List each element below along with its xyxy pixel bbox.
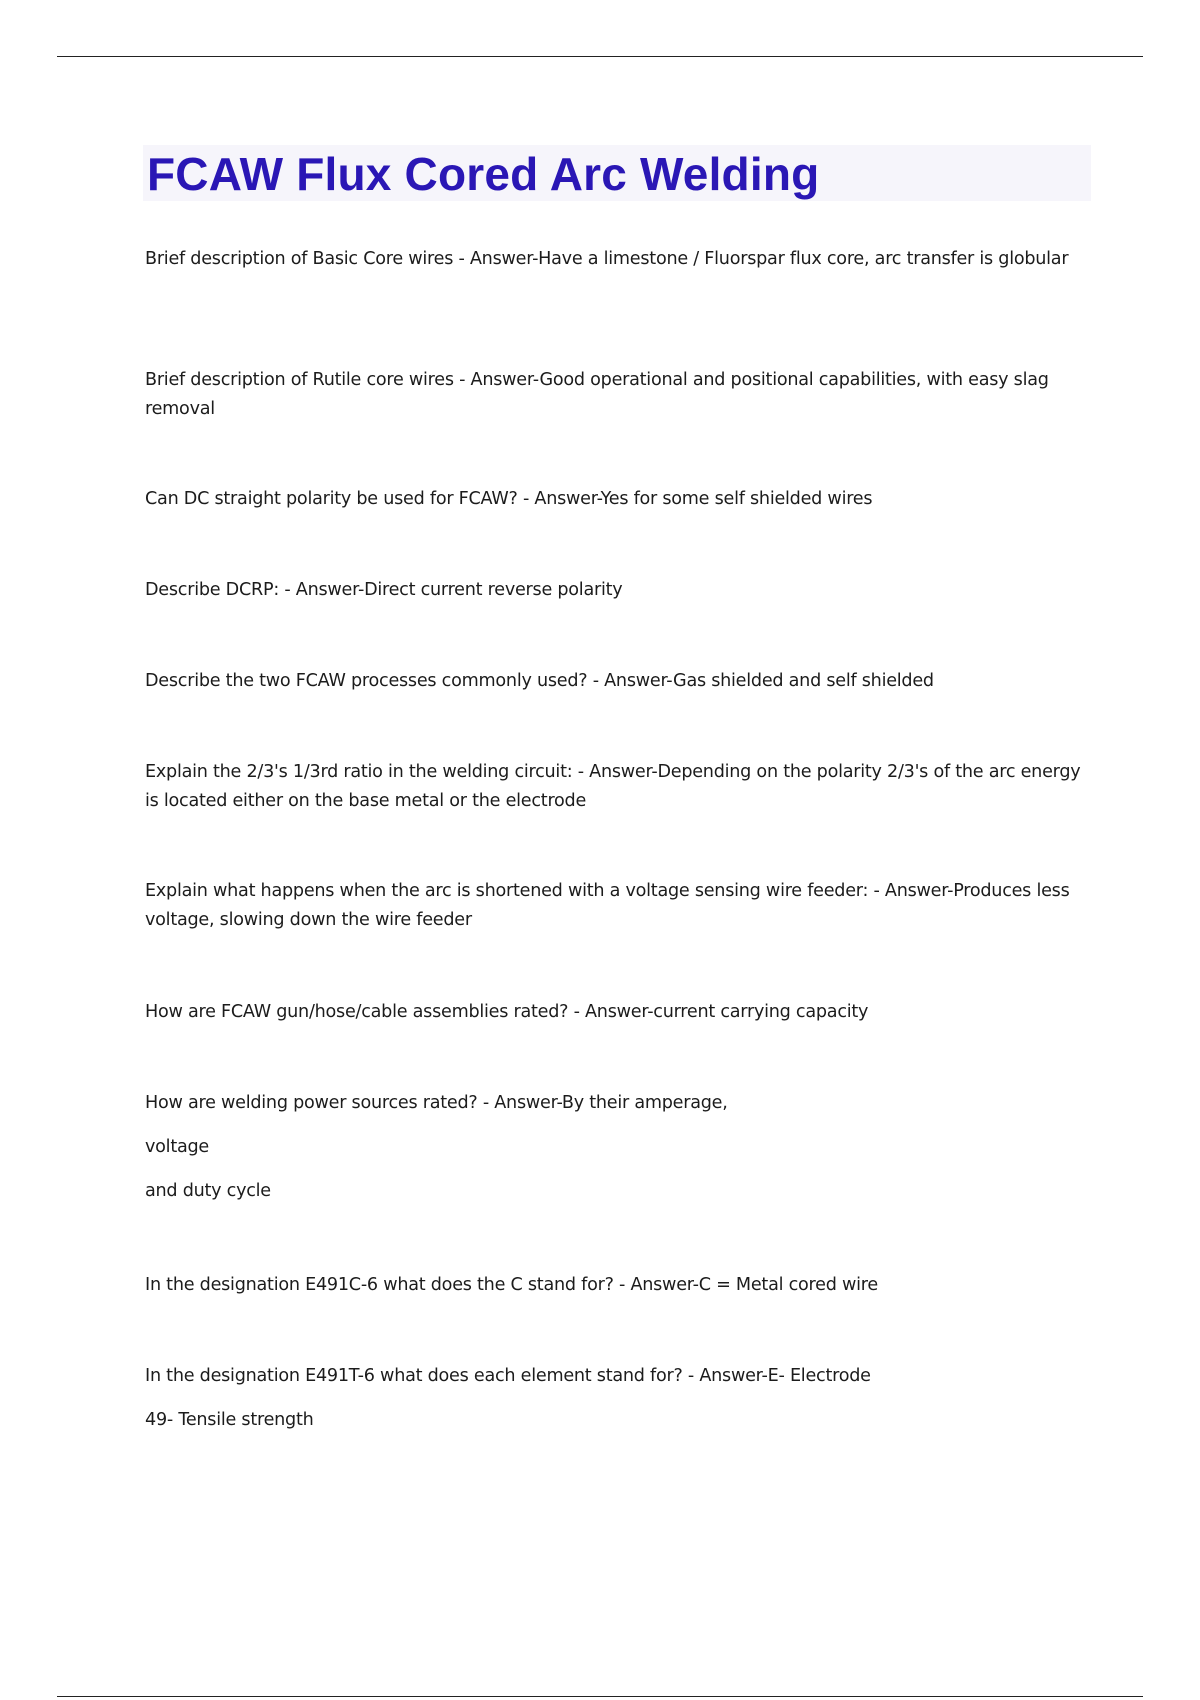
qa-item <box>145 1362 1090 1435</box>
qa-continuation: and duty cycle <box>145 1181 271 1201</box>
qa-item <box>145 245 1090 274</box>
qa-text: How are welding power sources rated? - Answer-By their amperage, <box>145 1093 728 1113</box>
qa-text: Can DC straight polarity be used for FCAW? - Answer-Yes for some self shielded wires <box>145 489 873 509</box>
qa-item <box>145 667 1090 696</box>
qa-item <box>145 1089 1090 1206</box>
footer-rule <box>57 1696 1143 1697</box>
qa-item <box>145 366 1090 424</box>
qa-text: Describe DCRP: - Answer-Direct current reverse polarity <box>145 580 623 600</box>
qa-text: In the designation E491T-6 what does each element stand for? - Answer-E- Electrode <box>145 1366 871 1386</box>
qa-item <box>145 877 1090 935</box>
qa-text: Explain the 2/3's 1/3rd ratio in the welding circuit: - Answer-Depending on the polarity 2/3's of the arc energy is located either on the base metal or the electrode <box>145 762 1081 811</box>
qa-text: In the designation E491C-6 what does the C stand for? - Answer-C = Metal cored wire <box>145 1275 878 1295</box>
qa-continuation: 49- Tensile strength <box>145 1410 314 1430</box>
qa-item <box>145 576 1090 605</box>
qa-text: Explain what happens when the arc is shortened with a voltage sensing wire feeder: - Answer-Produces less voltage, slowing down the wire feeder <box>145 881 1070 930</box>
qa-text: Describe the two FCAW processes commonly used? - Answer-Gas shielded and self shielded <box>145 671 934 691</box>
page-title: FCAW Flux Cored Arc Welding <box>147 148 820 200</box>
qa-item <box>145 998 1090 1027</box>
header-rule <box>57 56 1143 57</box>
qa-text: Brief description of Basic Core wires - Answer-Have a limestone / Fluorspar flux core, arc transfer is globular <box>145 249 1069 269</box>
qa-text: Brief description of Rutile core wires - Answer-Good operational and positional capabilities, with easy slag removal <box>145 370 1049 419</box>
qa-item <box>145 758 1090 816</box>
qa-continuation: voltage <box>145 1137 209 1157</box>
qa-item <box>145 1271 1090 1300</box>
qa-item <box>145 485 1090 514</box>
qa-text: How are FCAW gun/hose/cable assemblies rated? - Answer-current carrying capacity <box>145 1002 869 1022</box>
